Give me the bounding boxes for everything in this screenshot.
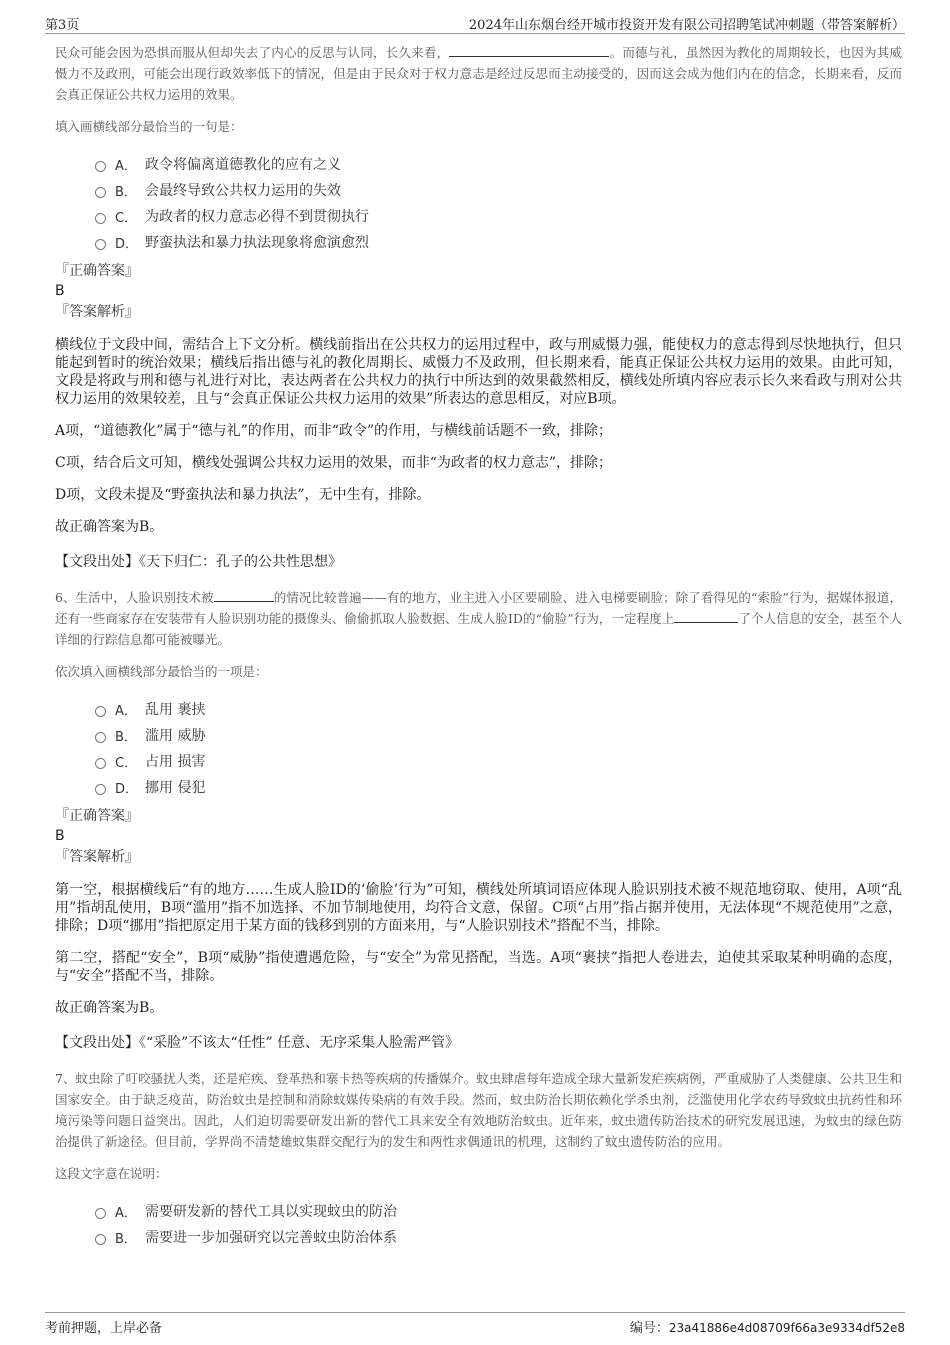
fill-blank — [674, 611, 738, 623]
radio-icon[interactable] — [95, 732, 106, 743]
option-c[interactable]: C． 占用 损害 — [95, 748, 902, 774]
analysis-paragraph: A项，“道德教化”属于“德与礼”的作用，而非“政令”的作用，与横线前话题不一致，排除； — [55, 423, 613, 439]
question-7 — [55, 1068, 902, 1250]
analysis-conclusion: 故正确答案为B。 — [55, 1000, 164, 1016]
question-5-options — [95, 151, 902, 255]
option-b[interactable]: B． 需要进一步加强研究以完善蚊虫防治体系 — [95, 1224, 902, 1250]
option-b[interactable]: B． 会最终导致公共权力运用的失效 — [95, 177, 902, 203]
document-title: 2024年山东烟台经开城市投资开发有限公司招聘笔试冲刺题（带答案解析） — [468, 18, 905, 33]
radio-icon[interactable] — [95, 239, 106, 250]
fill-blank — [449, 45, 609, 57]
answer-value: B — [55, 283, 65, 299]
analysis-heading: 『答案解析』 — [55, 849, 139, 865]
analysis-conclusion: 故正确答案为B。 — [55, 519, 164, 535]
analysis-paragraph: C项，结合后文可知，横线处强调公共权力运用的效果，而非“为政者的权力意志”，排除； — [55, 455, 613, 471]
question-6 — [55, 587, 902, 1052]
option-a[interactable]: A． 乱用 裹挟 — [95, 696, 902, 722]
fill-blank — [214, 590, 274, 602]
question-7-prompt: 这段文字意在说明： — [55, 1166, 168, 1181]
analysis-paragraph: D项，文段未提及“野蛮执法和暴力执法”，无中生有，排除。 — [55, 487, 431, 503]
answer-heading: 『正确答案』 — [55, 263, 139, 279]
option-c[interactable]: C． 为政者的权力意志必得不到贯彻执行 — [95, 203, 902, 229]
question-5-stem: 民众可能会因为恐惧而服从但却失去了内心的反思与认同，长久来看， 。而德与礼，虽然因为教化的周期较长，也因为其威慑力不及政刑，可能会出现行政效率低下的情况，但是由于民众对于权力意志是经过反思而主动接受的，因而这会成为他们内在的信念，长期来看，反而会真正保证公共权力运用的效果。 — [55, 45, 902, 102]
question-5-prompt: 填入画横线部分最恰当的一句是： — [55, 119, 243, 134]
question-5 — [55, 42, 902, 571]
source-citation: 【文段出处】《天下归仁：孔子的公共性思想》 — [55, 554, 342, 570]
page-number: 第3页 — [45, 18, 80, 33]
option-a[interactable]: A． 政令将偏离道德教化的应有之义 — [95, 151, 902, 177]
source-citation: 【文段出处】《“采脸”不该太“任性” 任意、无序采集人脸需严管》 — [55, 1035, 460, 1051]
radio-icon[interactable] — [95, 161, 106, 172]
radio-icon[interactable] — [95, 784, 106, 795]
question-6-options — [95, 696, 902, 800]
radio-icon[interactable] — [95, 758, 106, 769]
question-7-stem: 7、蚊虫除了叮咬骚扰人类，还是疟疾、登革热和寨卡热等疾病的传播媒介。蚊虫肆虐每年造成全球大量新发疟疾病例，严重威胁了人类健康、公共卫生和国家安全。由于缺乏疫苗，防治蚊虫是控制和消除蚊媒传染病的有效手段。然而，蚊虫防治长期依赖化学杀虫剂，泛滥使用化学农药导致蚊虫抗药性和环境污染等问题日益突出。因此，人们迫切需要研发出新的替代工具来安全有效地防治蚊虫。近年来，蚊虫遗传防治技术的研究发展迅速，为蚊虫的绿色防治提供了新途径。但目前，学界尚不清楚雄蚊集群交配行为的发生和两性求偶通讯的机理，这制约了蚊虫遗传防治的应用。 — [55, 1071, 902, 1149]
question-6-stem: 6、生活中，人脸识别技术被 的情况比较普遍——有的地方，业主进入小区要刷脸、进入电梯要刷脸；除了看得见的“索脸”行为，据媒体报道，还有一些商家存在安装带有人脸识别功能的摄像头、偷偷抓取人脸数据、生成人脸ID的“偷脸”行为，一定程度上 了个人信息的安全，甚至个人详细的行踪信息都可能被曝光。 — [55, 590, 902, 647]
radio-icon[interactable] — [95, 706, 106, 717]
document-body — [55, 42, 902, 1250]
radio-icon[interactable] — [95, 1234, 106, 1245]
footer-slogan: 考前押题，上岸必备 — [45, 1321, 163, 1336]
question-7-options — [95, 1198, 902, 1250]
option-d[interactable]: D． 野蛮执法和暴力执法现象将愈演愈烈 — [95, 229, 902, 255]
analysis-heading: 『答案解析』 — [55, 304, 139, 320]
page-header — [45, 12, 905, 34]
radio-icon[interactable] — [95, 187, 106, 198]
analysis-paragraph: 横线位于文段中间，需结合上下文分析。横线前指出在公共权力的运用过程中，政与刑威慑力强，能使权力的意志得到尽快地执行，但只能起到暂时的统治效果；横线后指出德与礼的教化周期长、威慑力不及政刑，但长期来看，能真正保证公共权力运用的效果。由此可知，文段是将政与刑和德与礼进行对比，表达两者在公共权力的执行中所达到的效果截然相反，横线处所填内容应表示长久来看政与刑对公共权力运用的效果较差，且与“会真正保证公共权力运用的效果”所表达的意思相反，对应B项。 — [55, 337, 902, 407]
radio-icon[interactable] — [95, 1208, 106, 1219]
answer-value: B — [55, 828, 65, 844]
analysis-paragraph: 第一空，根据横线后“有的地方……生成人脸ID的‘偷脸’行为”可知，横线处所填词语应体现人脸识别技术被不规范地窃取、使用，A项“乱用”指胡乱使用，B项“滥用”指不加选择、不加节制地使用，均符合文意，保留。C项“占用”指占据并使用，无法体现“不规范使用”之意，排除；D项“挪用”指把原定用于某方面的钱移到别的方面来用，与“人脸识别技术”搭配不当，排除。 — [55, 882, 902, 934]
option-b[interactable]: B． 滥用 威胁 — [95, 722, 902, 748]
document-code: 编号：23a41886e4d08709f66a3e9334df52e8 — [629, 1321, 905, 1336]
page-footer — [45, 1312, 905, 1334]
answer-heading: 『正确答案』 — [55, 808, 139, 824]
option-a[interactable]: A． 需要研发新的替代工具以实现蚊虫的防治 — [95, 1198, 902, 1224]
question-6-prompt: 依次填入画横线部分最恰当的一项是： — [55, 664, 268, 679]
option-d[interactable]: D． 挪用 侵犯 — [95, 774, 902, 800]
radio-icon[interactable] — [95, 213, 106, 224]
analysis-paragraph: 第二空，搭配“安全”，B项“威胁”指使遭遇危险，与“安全”为常见搭配，当选。A项“裹挟”指把人卷进去，迫使其采取某种明确的态度，与“安全”搭配不当，排除。 — [55, 950, 902, 984]
